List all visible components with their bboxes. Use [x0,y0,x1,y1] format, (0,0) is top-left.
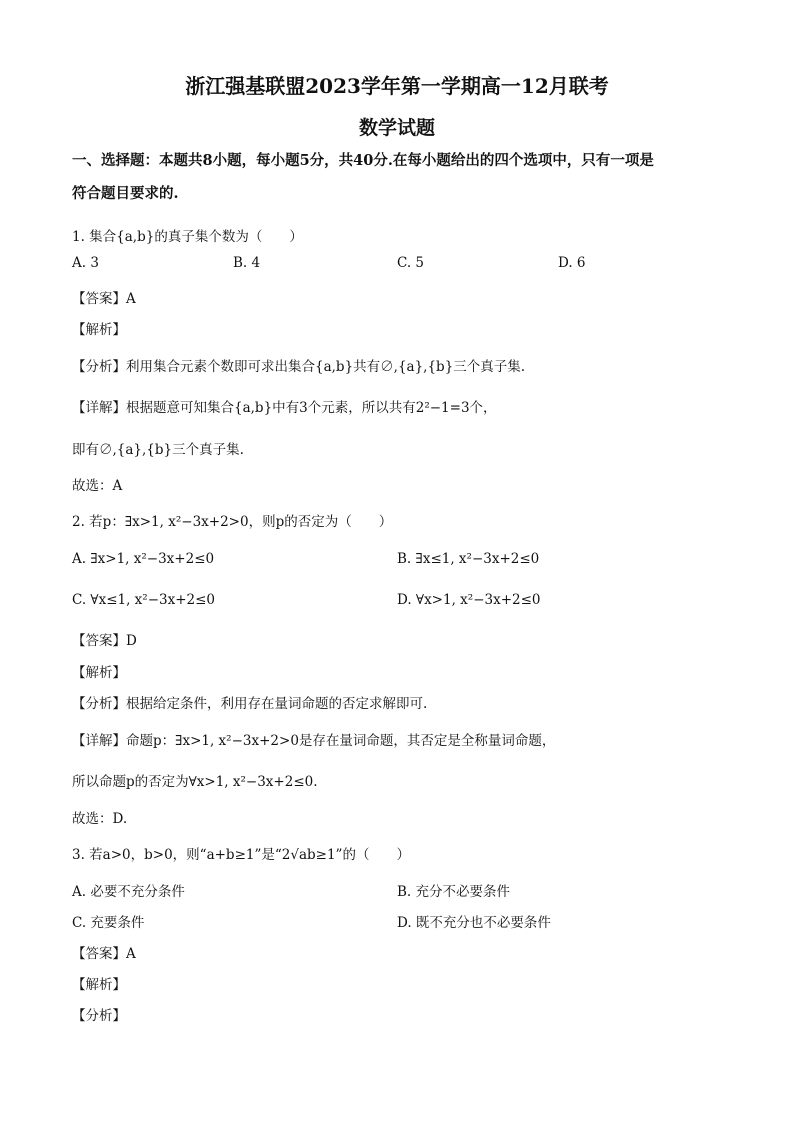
q2-stem: 2. 若p：∃x>1, x²−3x+2>0，则p的否定为（ ） [72,514,393,530]
q2-option-b: B. ∃x≤1, x²−3x+2≤0 [397,551,540,567]
section-heading-line2: 符合题目要求的. [72,185,179,202]
q2-jiexi-label: 【解析】 [72,665,126,681]
q2-answer: 【答案】D [72,633,137,649]
q2-detail-cont: 所以命题p的否定为∀x>1, x²−3x+2≤0. [72,774,318,790]
q1-detail: 【详解】根据题意可知集合{a,b}中有3个元素，所以共有2²−1=3个， [72,400,497,416]
q1-stem: 1. 集合{a,b}的真子集个数为（ ） [72,229,303,245]
section-heading-line1: 一、选择题：本题共8小题，每小题5分，共40分.在每小题给出的四个选项中，只有一项是 [72,152,654,169]
q1-option-d: D. 6 [558,255,586,271]
q2-option-c: C. ∀x≤1, x²−3x+2≤0 [72,592,216,608]
q1-option-c: C. 5 [397,255,425,271]
q1-detail-cont: 即有∅,{a},{b}三个真子集. [72,442,244,458]
q1-option-a: A. 3 [72,255,99,271]
q2-option-d: D. ∀x>1, x²−3x+2≤0 [397,592,541,608]
q1-choose: 故选：A [72,478,123,494]
q3-option-a: A. 必要不充分条件 [72,884,185,900]
q1-jiexi-label: 【解析】 [72,322,126,338]
q3-option-c: C. 充要条件 [72,915,145,931]
q2-option-a: A. ∃x>1, x²−3x+2≤0 [72,551,215,567]
q3-jiexi-label: 【解析】 [72,977,126,993]
q3-option-d: D. 既不充分也不必要条件 [397,915,551,931]
q2-choose: 故选：D. [72,811,128,827]
q3-answer: 【答案】A [72,946,136,962]
q1-answer: 【答案】A [72,291,136,307]
q3-option-b: B. 充分不必要条件 [397,884,511,900]
q2-analysis: 【分析】根据给定条件，利用存在量词命题的否定求解即可. [72,696,428,712]
q1-analysis: 【分析】利用集合元素个数即可求出集合{a,b}共有∅,{a},{b}三个真子集. [72,359,526,375]
q2-detail: 【详解】命题p：∃x>1, x²−3x+2>0是存在量词命题，其否定是全称量词命题， [72,733,556,749]
q3-analysis-label: 【分析】 [72,1008,126,1024]
page-title: 浙江强基联盟2023学年第一学期高一12月联考 [185,74,609,98]
q1-option-b: B. 4 [233,255,261,271]
q3-stem: 3. 若a>0，b>0，则“a+b≥1”是“2√ab≥1”的（ ） [72,847,410,863]
page-subtitle: 数学试题 [358,117,435,139]
